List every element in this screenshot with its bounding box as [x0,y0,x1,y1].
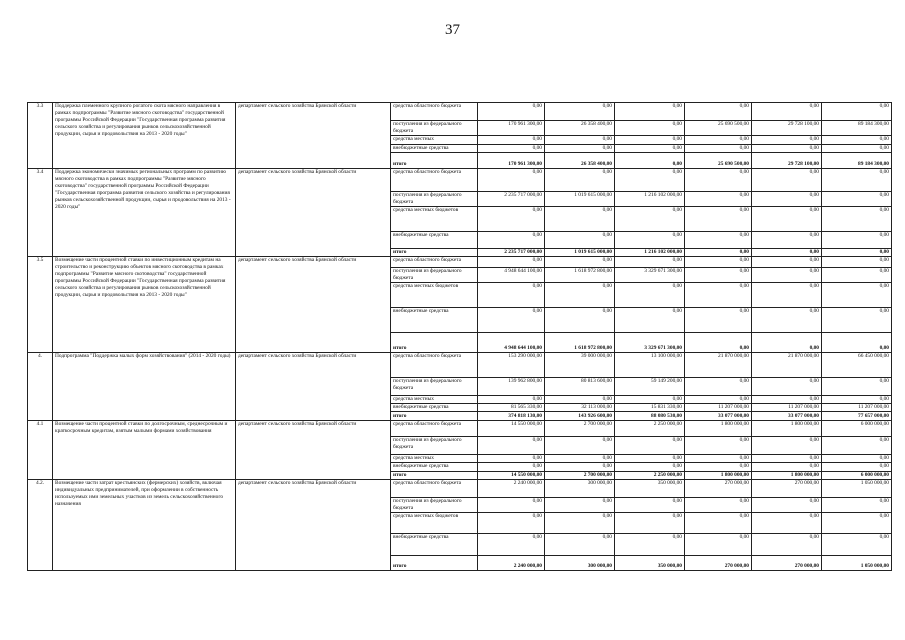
funding-source-cell: средства областного бюджета [391,353,478,378]
amount-cell: 350 000,00 [615,480,685,498]
amount-cell: 0,00 [545,168,615,191]
amount-cell: 0,00 [615,232,685,249]
amount-cell: 0,00 [685,437,752,455]
amount-cell: 0,00 [685,267,752,283]
amount-cell: 139 962 800,00 [478,378,545,396]
amount-cell: 0,00 [822,283,892,308]
funding-source-cell: средства областного бюджета [391,480,478,498]
amount-cell: 0,00 [545,144,615,152]
row-number-cell: 4. [28,353,53,421]
amount-cell: 0,00 [752,267,822,283]
amount-cell: 1 800 000,00 [752,420,822,437]
funding-source-cell: внебюджетные средства [391,308,478,333]
amount-cell: 3 329 671 300,00 [615,333,685,353]
amount-cell: 2 700 000,00 [545,471,615,479]
amount-cell: 270 000,00 [752,556,822,571]
amount-cell: 0,00 [752,191,822,207]
amount-cell: 300 000,00 [545,480,615,498]
measure-name-cell: Возмещение части затрат крестьянских (фермерских) хозяйств, включая индивидуальных предпринимателей, при оформлении в собственность используемых ими земельных участков из земель сельскохозяйственного назначения [53,480,236,571]
amount-cell: 2 250 000,00 [615,471,685,479]
amount-cell: 11 207 000,00 [685,404,752,412]
amount-cell: 0,00 [615,153,685,169]
row-number-cell: 4.1 [28,420,53,479]
amount-cell: 0,00 [545,103,615,121]
amount-cell: 6 000 000,00 [822,420,892,437]
amount-cell: 0,00 [615,283,685,308]
amount-cell: 1 050 000,00 [822,556,892,571]
amount-cell: 0,00 [685,333,752,353]
funding-source-cell: внебюджетные средства [391,534,478,556]
amount-cell: 0,00 [478,207,545,232]
amount-cell: 0,00 [685,395,752,403]
funding-source-cell: поступления из федерального бюджета [391,437,478,455]
amount-cell: 1 019 615 000,00 [545,248,615,256]
funding-source-cell: итого [391,412,478,420]
amount-cell: 0,00 [752,232,822,249]
amount-cell: 2 240 000,00 [478,556,545,571]
funding-source-cell: итого [391,333,478,353]
executor-cell: департамент сельского хозяйства Брянской области [236,420,391,479]
amount-cell: 0,00 [822,534,892,556]
row-number-cell: 4.2. [28,480,53,571]
amount-cell: 0,00 [545,308,615,333]
amount-cell: 0,00 [752,463,822,471]
amount-cell: 0,00 [615,207,685,232]
amount-cell: 0,00 [752,497,822,513]
funding-source-cell: итого [391,471,478,479]
amount-cell: 0,00 [615,395,685,403]
amount-cell: 0,00 [615,455,685,463]
measure-name-cell: Возмещение части процентной ставки по инвестиционным кредитам на строительство и реконструкцию объектов мясного скотоводства в рамках подпрограммы "Развитие мясного скотоводства" государственной программы Российской Федерации "Государственная программа развития сельского хозяйства и регулирования рынков сельскохозяйственной продукции, сырья и продовольствия на 2013 - 2020 годы" [53,257,236,353]
amount-cell: 0,00 [685,534,752,556]
amount-cell: 0,00 [545,136,615,144]
amount-cell: 33 077 000,00 [685,412,752,420]
amount-cell: 2 250 000,00 [615,420,685,437]
funding-source-cell: внебюджетные средства [391,232,478,249]
funding-source-cell: средства областного бюджета [391,168,478,191]
amount-cell: 1 800 000,00 [685,420,752,437]
amount-cell: 0,00 [685,497,752,513]
amount-cell: 350 000,00 [615,556,685,571]
amount-cell: 0,00 [615,144,685,152]
funding-source-cell: поступления из федерального бюджета [391,120,478,136]
amount-cell: 59 149 200,00 [615,378,685,396]
amount-cell: 0,00 [685,248,752,256]
amount-cell: 0,00 [822,455,892,463]
amount-cell: 0,00 [545,513,615,534]
amount-cell: 0,00 [685,191,752,207]
executor-cell: департамент сельского хозяйства Брянской области [236,168,391,257]
amount-cell: 0,00 [545,232,615,249]
amount-cell: 0,00 [685,232,752,249]
amount-cell: 0,00 [615,308,685,333]
amount-cell: 0,00 [822,248,892,256]
budget-table [27,102,889,571]
amount-cell: 1 216 102 000,00 [615,248,685,256]
amount-cell: 6 000 000,00 [822,471,892,479]
amount-cell: 270 000,00 [685,556,752,571]
amount-cell: 81 565 330,00 [478,404,545,412]
funding-source-cell: средства местных [391,395,478,403]
amount-cell: 0,00 [478,513,545,534]
amount-cell: 0,00 [685,463,752,471]
executor-cell: департамент сельского хозяйства Брянской области [236,353,391,421]
amount-cell: 2 235 717 000,00 [478,191,545,207]
page-number: 37 [445,22,460,38]
amount-cell: 77 657 000,00 [822,412,892,420]
amount-cell: 1 618 972 800,00 [545,267,615,283]
amount-cell: 0,00 [822,168,892,191]
funding-source-cell: поступления из федерального бюджета [391,267,478,283]
amount-cell: 0,00 [685,103,752,121]
amount-cell: 0,00 [752,248,822,256]
amount-cell: 3 329 671 300,00 [615,267,685,283]
amount-cell: 0,00 [615,257,685,267]
amount-cell: 13 100 000,00 [615,353,685,378]
amount-cell: 0,00 [545,257,615,267]
funding-source-cell: средства местных [391,455,478,463]
amount-cell: 0,00 [752,136,822,144]
amount-cell: 143 926 600,00 [545,412,615,420]
amount-cell: 0,00 [545,437,615,455]
funding-source-cell: средства областного бюджета [391,103,478,121]
amount-cell: 374 818 130,00 [478,412,545,420]
amount-cell: 0,00 [478,144,545,152]
amount-cell: 21 870 000,00 [752,353,822,378]
amount-cell: 0,00 [752,395,822,403]
funding-source-cell: итого [391,153,478,169]
amount-cell: 0,00 [822,378,892,396]
amount-cell: 14 550 000,00 [478,420,545,437]
amount-cell: 0,00 [752,257,822,267]
funding-source-cell: итого [391,556,478,571]
amount-cell: 0,00 [615,136,685,144]
amount-cell: 270 000,00 [685,480,752,498]
amount-cell: 0,00 [822,232,892,249]
amount-cell: 0,00 [478,308,545,333]
amount-cell: 0,00 [478,232,545,249]
amount-cell: 0,00 [822,513,892,534]
row-number-cell: 3.3 [28,103,53,169]
amount-cell: 14 550 000,00 [478,471,545,479]
funding-source-cell: средства областного бюджета [391,257,478,267]
amount-cell: 66 450 000,00 [822,353,892,378]
amount-cell: 0,00 [752,513,822,534]
amount-cell: 0,00 [752,103,822,121]
table-row [28,257,892,267]
amount-cell: 88 080 530,00 [615,412,685,420]
amount-cell: 0,00 [478,283,545,308]
amount-cell: 0,00 [752,308,822,333]
amount-cell: 26 358 400,00 [545,120,615,136]
executor-cell: департамент сельского хозяйства Брянской области [236,103,391,169]
amount-cell: 0,00 [822,395,892,403]
amount-cell: 0,00 [752,207,822,232]
funding-source-cell: средства местных бюджетов [391,207,478,232]
amount-cell: 0,00 [752,168,822,191]
amount-cell: 89 184 300,00 [822,120,892,136]
funding-source-cell: внебюджетные средства [391,463,478,471]
funding-source-cell: поступления из федерального бюджета [391,497,478,513]
amount-cell: 0,00 [615,120,685,136]
amount-cell: 0,00 [478,136,545,144]
amount-cell: 0,00 [478,103,545,121]
amount-cell: 33 077 000,00 [752,412,822,420]
amount-cell: 80 813 600,00 [545,378,615,396]
amount-cell: 0,00 [685,308,752,333]
executor-cell: департамент сельского хозяйства Брянской области [236,257,391,353]
table-row [28,420,892,437]
amount-cell: 0,00 [478,257,545,267]
amount-cell: 29 728 100,00 [752,153,822,169]
amount-cell: 0,00 [685,378,752,396]
amount-cell: 0,00 [822,333,892,353]
amount-cell: 0,00 [822,267,892,283]
amount-cell: 0,00 [822,437,892,455]
amount-cell: 170 961 300,00 [478,120,545,136]
measure-name-cell: Возмещение части процентной ставки по долгосрочным, среднесрочным и краткосрочным кредитам, взятым малыми формами хозяйствования [53,420,236,479]
amount-cell: 0,00 [545,497,615,513]
amount-cell: 29 728 100,00 [752,120,822,136]
measure-name-cell: Поддержка экономически значимых региональных программ по развитию мясного скотоводства в рамках подпрограммы "Развитие мясного скотоводства" государственной программы Российской Федерации "Государственная программа развития сельского хозяйства и регулирования рынков сельскохозяйственной продукции, сырья и продовольствия на 2013 - 2020 годы" [53,168,236,257]
amount-cell: 0,00 [478,534,545,556]
amount-cell: 0,00 [685,455,752,463]
amount-cell: 2 700 000,00 [545,420,615,437]
amount-cell: 0,00 [478,463,545,471]
amount-cell: 0,00 [822,103,892,121]
amount-cell: 39 000 000,00 [545,353,615,378]
row-number-cell: 3.4 [28,168,53,257]
amount-cell: 0,00 [822,191,892,207]
amount-cell: 0,00 [822,257,892,267]
amount-cell: 1 800 000,00 [685,471,752,479]
amount-cell: 0,00 [822,144,892,152]
amount-cell: 0,00 [685,283,752,308]
amount-cell: 4 948 644 100,00 [478,267,545,283]
amount-cell: 0,00 [615,513,685,534]
table-row [28,103,892,121]
amount-cell: 0,00 [822,136,892,144]
amount-cell: 0,00 [478,437,545,455]
funding-source-cell: средства местных бюджетов [391,513,478,534]
amount-cell: 0,00 [478,497,545,513]
amount-cell: 0,00 [822,463,892,471]
funding-source-cell: поступления из федерального бюджета [391,191,478,207]
funding-source-cell: средства местных [391,136,478,144]
funding-source-cell: внебюджетные средства [391,404,478,412]
amount-cell: 0,00 [752,333,822,353]
amount-cell: 1 618 972 800,00 [545,333,615,353]
amount-cell: 0,00 [752,144,822,152]
amount-cell: 0,00 [615,168,685,191]
amount-cell: 1 800 000,00 [752,471,822,479]
table-row [28,168,892,191]
funding-source-cell: итого [391,248,478,256]
table-row [28,353,892,378]
funding-source-cell: средства местных бюджетов [391,283,478,308]
amount-cell: 26 358 400,00 [545,153,615,169]
funding-source-cell: средства областного бюджета [391,420,478,437]
amount-cell: 89 184 300,00 [822,153,892,169]
amount-cell: 300 000,00 [545,556,615,571]
amount-cell: 0,00 [822,207,892,232]
funding-source-cell: поступления из федерального бюджета [391,378,478,396]
amount-cell: 4 948 644 100,00 [478,333,545,353]
amount-cell: 21 870 000,00 [685,353,752,378]
amount-cell: 2 235 717 000,00 [478,248,545,256]
amount-cell: 270 000,00 [752,480,822,498]
amount-cell: 11 207 000,00 [752,404,822,412]
amount-cell: 0,00 [685,513,752,534]
amount-cell: 0,00 [752,283,822,308]
amount-cell: 0,00 [685,168,752,191]
amount-cell: 2 240 000,00 [478,480,545,498]
amount-cell: 0,00 [685,257,752,267]
funding-source-cell: внебюджетные средства [391,144,478,152]
amount-cell: 0,00 [545,463,615,471]
amount-cell: 1 050 000,00 [822,480,892,498]
amount-cell: 0,00 [615,437,685,455]
amount-cell: 0,00 [545,207,615,232]
amount-cell: 0,00 [545,534,615,556]
amount-cell: 0,00 [545,283,615,308]
amount-cell: 0,00 [545,395,615,403]
amount-cell: 0,00 [615,534,685,556]
amount-cell: 153 290 000,00 [478,353,545,378]
amount-cell: 0,00 [478,455,545,463]
amount-cell: 0,00 [545,455,615,463]
measure-name-cell: Подпрограмма "Поддержка малых форм хозяйствования" (2014 - 2020 годы) [53,353,236,421]
table-row [28,480,892,498]
amount-cell: 0,00 [685,136,752,144]
amount-cell: 0,00 [822,308,892,333]
executor-cell: департамент сельского хозяйства Брянской области [236,480,391,571]
amount-cell: 0,00 [685,207,752,232]
amount-cell: 1 019 615 000,00 [545,191,615,207]
amount-cell: 0,00 [752,437,822,455]
amount-cell: 0,00 [478,395,545,403]
measure-name-cell: Поддержка племенного крупного рогатого скота мясного направления в рамках подпрограммы "Развитие мясного скотоводства" государственной программы Российской Федерации "Государственная программа развития сельского хозяйства и регулирования рынков сельскохозяйственной продукции, сырья и продовольствия на 2013 - 2020 годы" [53,103,236,169]
amount-cell: 32 113 000,00 [545,404,615,412]
amount-cell: 0,00 [615,463,685,471]
amount-cell: 0,00 [822,497,892,513]
amount-cell: 15 831 330,00 [615,404,685,412]
amount-cell: 25 690 500,00 [685,120,752,136]
amount-cell: 1 216 102 000,00 [615,191,685,207]
amount-cell: 0,00 [752,534,822,556]
amount-cell: 0,00 [752,455,822,463]
row-number-cell: 3.5 [28,257,53,353]
amount-cell: 0,00 [752,378,822,396]
amount-cell: 170 961 300,00 [478,153,545,169]
amount-cell: 0,00 [615,103,685,121]
amount-cell: 25 690 500,00 [685,153,752,169]
amount-cell: 0,00 [685,144,752,152]
amount-cell: 11 207 000,00 [822,404,892,412]
amount-cell: 0,00 [615,497,685,513]
amount-cell: 0,00 [478,168,545,191]
